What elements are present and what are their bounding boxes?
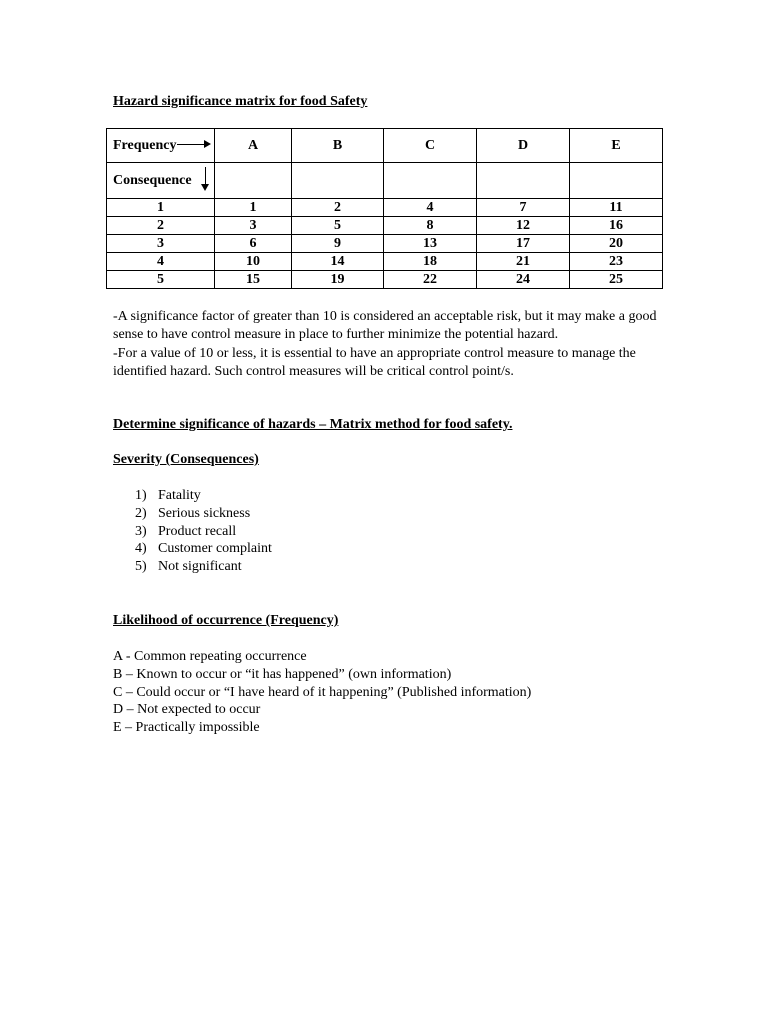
list-item: E – Practically impossible [113, 720, 260, 736]
column-header: E [570, 129, 663, 163]
frequency-label: Frequency [113, 137, 177, 153]
matrix-cell: 10 [215, 253, 292, 271]
row-label: 3 [107, 235, 215, 253]
matrix-cell: 21 [477, 253, 570, 271]
hazard-matrix-table [106, 128, 663, 289]
matrix-cell: 17 [477, 235, 570, 253]
empty-cell [292, 163, 384, 199]
row-label: 1 [107, 199, 215, 217]
consequence-label-cell [107, 163, 215, 199]
matrix-cell: 2 [292, 199, 384, 217]
likelihood-list [113, 648, 531, 737]
column-header: C [384, 129, 477, 163]
list-item-text: Not significant [158, 559, 242, 575]
matrix-cell: 8 [384, 217, 477, 235]
matrix-row [107, 217, 663, 235]
matrix-cell: 5 [292, 217, 384, 235]
list-number: 5) [135, 559, 147, 575]
matrix-row [107, 235, 663, 253]
matrix-consequence-row [107, 163, 663, 199]
matrix-cell: 12 [477, 217, 570, 235]
list-item: D – Not expected to occur [113, 702, 261, 718]
severity-list [113, 487, 272, 576]
matrix-cell: 7 [477, 199, 570, 217]
arrow-down-icon [201, 167, 211, 191]
list-number: 1) [135, 488, 147, 503]
list-item-text: Fatality [158, 488, 201, 503]
paragraph-acceptable-risk: -A significance factor of greater than 10 is considered an acceptable risk, but it may make a good sense to have control measure in place to further minimize the potential hazard. [113, 309, 657, 343]
list-item [113, 558, 272, 576]
row-label: 2 [107, 217, 215, 235]
list-number: 2) [135, 505, 147, 521]
section-heading-matrix-method: Determine significance of hazards – Matrix method for food safety. [113, 417, 513, 432]
matrix-cell: 24 [477, 271, 570, 289]
matrix-cell: 11 [570, 199, 663, 217]
matrix-row [107, 253, 663, 271]
document-title: Hazard significance matrix for food Safety [113, 94, 368, 109]
empty-cell [215, 163, 292, 199]
matrix-cell: 19 [292, 271, 384, 289]
list-item [113, 523, 272, 541]
matrix-cell: 13 [384, 235, 477, 253]
frequency-label-cell [107, 129, 215, 163]
empty-cell [477, 163, 570, 199]
list-item: C – Could occur or “I have heard of it happening” (Published information) [113, 684, 532, 700]
matrix-cell: 14 [292, 253, 384, 271]
matrix-cell: 4 [384, 199, 477, 217]
matrix-cell: 3 [215, 217, 292, 235]
list-item [113, 505, 272, 523]
list-item-text: Serious sickness [158, 505, 251, 521]
matrix-cell: 23 [570, 253, 663, 271]
column-header: A [215, 129, 292, 163]
list-number: 3) [135, 523, 147, 539]
list-number: 4) [135, 541, 147, 557]
matrix-cell: 9 [292, 235, 384, 253]
list-item [113, 487, 272, 505]
row-label: 4 [107, 253, 215, 271]
matrix-header-row [107, 129, 663, 163]
matrix-cell: 1 [215, 199, 292, 217]
list-item: B – Known to occur or “it has happened” (own information) [113, 666, 452, 682]
matrix-row [107, 199, 663, 217]
row-label: 5 [107, 271, 215, 289]
matrix-cell: 6 [215, 235, 292, 253]
matrix-cell: 15 [215, 271, 292, 289]
empty-cell [570, 163, 663, 199]
consequence-label: Consequence [113, 172, 192, 188]
list-item: A - Common repeating occurrence [113, 649, 307, 664]
paragraph-control-measure: -For a value of 10 or less, it is essential to have an appropriate control measure to manage the identified hazard. Such control measures will be critical control point/s. [113, 346, 636, 380]
matrix-cell: 16 [570, 217, 663, 235]
matrix-cell: 20 [570, 235, 663, 253]
list-item [113, 540, 272, 558]
empty-cell [384, 163, 477, 199]
column-header: B [292, 129, 384, 163]
likelihood-heading: Likelihood of occurrence (Frequency) [113, 613, 339, 628]
list-item-text: Customer complaint [158, 541, 272, 557]
matrix-cell: 25 [570, 271, 663, 289]
matrix-cell: 22 [384, 271, 477, 289]
column-header: D [477, 129, 570, 163]
arrow-right-icon [177, 140, 211, 150]
list-item-text: Product recall [158, 523, 237, 539]
matrix-cell: 18 [384, 253, 477, 271]
matrix-row [107, 271, 663, 289]
severity-heading: Severity (Consequences) [113, 452, 259, 467]
